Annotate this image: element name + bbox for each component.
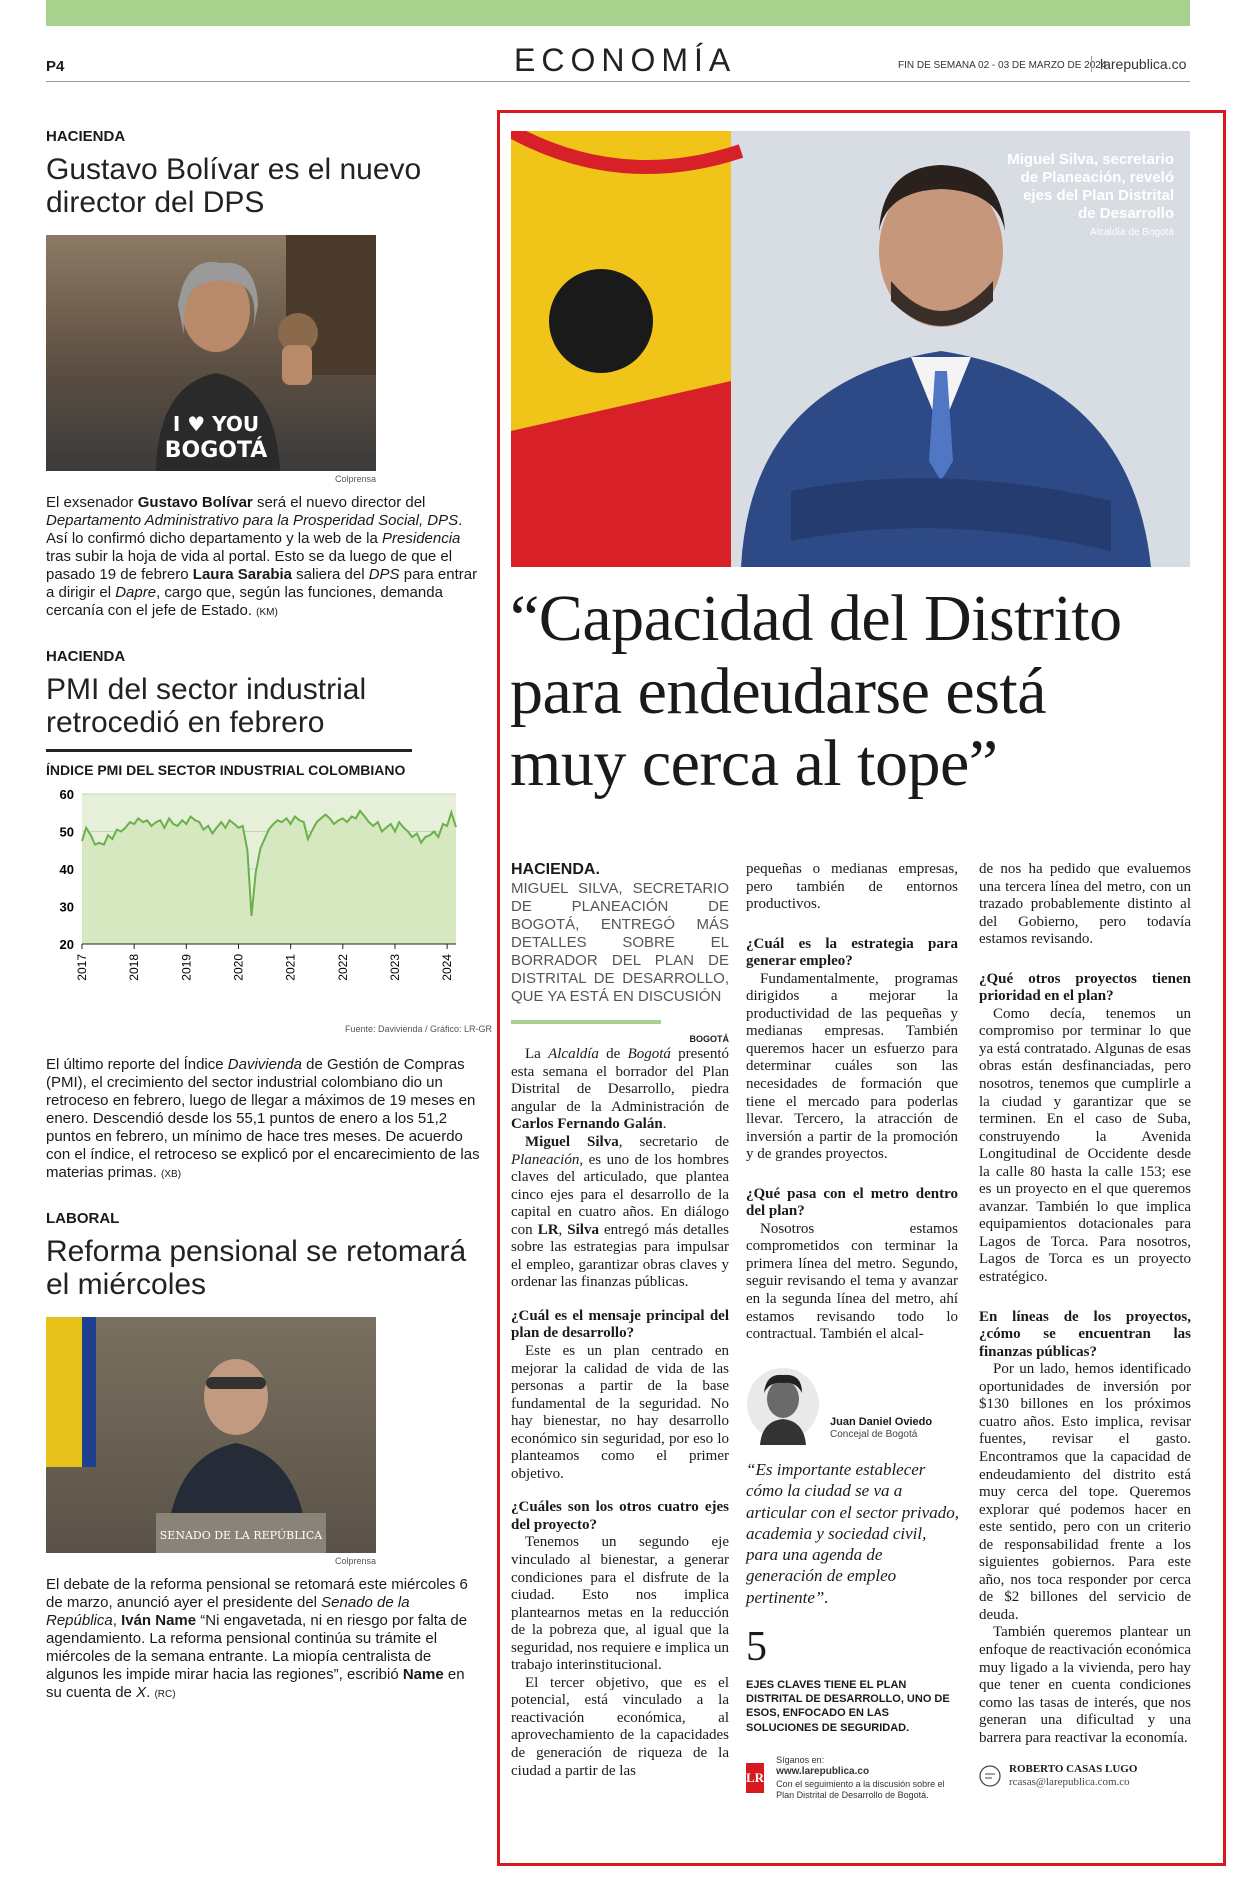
answer: También queremos plantear un enfoque de reactivación económica muy ligado a la vivienda, pero hay que tener en cuenta condiciones como las tasas de interés, que nos generan una dificultad y una barrera para reactivar la economía. — [979, 1624, 1191, 1746]
paragraph: La Alcaldía de Bogotá presentó esta semana el borrador del Plan Distrital de Desarrollo, piedra angular de la Administración de Carlos Fernando Galán. — [511, 1046, 729, 1133]
photo-senate — [46, 1317, 376, 1553]
feature-article — [497, 110, 1226, 1866]
edition-date: FIN DE SEMANA 02 - 03 DE MARZO DE 2024 — [898, 60, 1107, 71]
sidebar-quote: “Es importante establecer cómo la ciudad se va a articular con el sector privado, academia y sociedad civil, para una agenda de generación de empleo pertinente”. — [746, 1460, 959, 1607]
follow-text: Síganos en: www.larepublica.co Con el seguimiento a la discusión sobre el Plan Distrital de Desarrollo de Bogotá. — [776, 1755, 962, 1801]
answer: Este es un plan centrado en mejorar la calidad de vida de las personas a partir de la base fundamental de la seguridad. No hay bienestar, no hay desarrollo económico sin seguridad, por eso lo planteamos como el primer objetivo. — [511, 1342, 729, 1482]
x-tick-label: 2018 — [127, 954, 142, 981]
brief-body: El exsenador Gustavo Bolívar será el nuevo director del Departamento Administrativo para la Prosperidad Social, DPS. Así lo confirmó dicho departamento y la web de la Presidencia tras subir la hoja de vida al portal. Esto se da luego de que el pasado 19 de febrero Laura Sarabia saliera del DPS para entrar a dirigir el Dapre, cargo que, según las funciones, demanda cercanía con el jefe de Estado. (KM) — [46, 494, 478, 619]
podium-text: SENADO DE LA REPÚBLICA — [159, 1529, 323, 1542]
big-number: 5 — [746, 1623, 767, 1670]
quote-sidebar — [746, 1363, 962, 1801]
x-tick-label: 2023 — [387, 954, 402, 981]
paragraph: de nos ha pedido que evaluemos una tercera línea del metro, con un trazado probablemente distinto al del Gobierno, pero todavía estamos revisando. — [979, 861, 1191, 948]
chart-source: Fuente: Davivienda / Gráfico: LR-GR — [344, 1024, 492, 1034]
y-tick-label: 60 — [59, 787, 74, 802]
top-color-bar — [46, 0, 1190, 26]
x-tick-label: 2019 — [179, 954, 194, 981]
byline — [979, 1763, 1191, 1789]
kicker: LABORAL — [46, 1210, 120, 1227]
author-email[interactable]: rcasas@larepublica.com.co — [1009, 1776, 1130, 1789]
question: ¿Cuál es la estrategia para generar empleo? — [746, 935, 958, 970]
x-tick-label: 2021 — [283, 954, 298, 981]
comment-icon — [979, 1765, 1001, 1787]
article-column-2 — [746, 861, 958, 1344]
follow-site[interactable]: www.larepublica.co — [776, 1766, 870, 1778]
follow-box — [746, 1755, 962, 1801]
sidebar-role: Concejal de Bogotá — [830, 1429, 918, 1440]
bolivar-illustration — [46, 235, 376, 471]
sidebar-name: Juan Daniel Oviedo — [830, 1416, 933, 1429]
photo-caption: Miguel Silva, secretario de Planeación, reveló ejes del Plan Distrital de Desarrollo Alcaldía de Bogotá — [1004, 151, 1174, 239]
photo-bolivar — [46, 235, 376, 471]
kicker: HACIENDA — [46, 128, 126, 145]
x-tick-label: 2024 — [440, 954, 455, 981]
senate-illustration — [46, 1317, 376, 1553]
author-name: ROBERTO CASAS LUGO — [1009, 1763, 1138, 1776]
dateline-place: BOGOTÁ — [689, 1033, 729, 1044]
brief-title: Gustavo Bolívar es el nuevo director del DPS — [46, 153, 422, 219]
y-tick-label: 30 — [59, 899, 74, 915]
brief-body: El debate de la reforma pensional se retomará este miércoles 6 de marzo, anunció ayer el presidente del Senado de la República, Iván Name “Ni engavetada, ni en riesgo por falta de agendamiento. La reforma pensional continúa su trámite el miércoles de la semana entrante. La miopía centralista de algunos les impide mirar hacia las regiones”, escribió Name en su cuenta de X. (RC) — [46, 1576, 468, 1701]
answer: Como decía, tenemos un compromiso por terminar lo que ya está contratado. Algunas de esas obras están desfinanciadas, pero nosotros, tenemos que cumplirle a la ciudad y garantizar que se terminen. En el caso de Suba, construyendo la Avenida Longitudinal de Occidente desde la calle 80 hasta la calle 153; ese es un proyecto en el que queremos avanzar. También lo que implica equipamientos dotacionales para Lagos de Torca. Para nosotros, Lagos de Torca es un proyecto estratégico. — [979, 1005, 1191, 1286]
dek-rule — [511, 1020, 661, 1024]
paragraph: pequeñas o medianas empresas, pero también de entornos productivos. — [746, 861, 958, 913]
answer: Tenemos un segundo eje vinculado al bienestar, a generar condiciones para el disfrute de la ciudad. Esto nos implica plantearnos metas en la reducción de la pobreza que, al igual que la seguridad, nos requiere e implica un trabajo interinstitucional. — [511, 1534, 729, 1674]
shirt-text-2: BOGOTÁ — [164, 438, 268, 463]
pmi-chart — [46, 784, 492, 1024]
brief-body: El último reporte del Índice Davivienda de Gestión de Compras (PMI), el crecimiento del sector industrial colombiano dio un retroceso en febrero, luego de llegar a máximos de 19 meses en enero. Descendió desde los 55,1 puntos de enero a los 51,2 puntos en febrero, un mínimo de hace tres meses. De acuerdo con el índice, el retroceso se explicó por el encarecimiento de las materias primas. (XB) — [46, 1056, 480, 1181]
answer: Fundamentalmente, programas dirigidos a mejorar la productividad de las pequeñas y medianas empresas. También queremos hacer un esfuerzo para determinar cuáles son las necesidades de formación que tiene el mercado para poderlas llevar. Tercero, la atracción de inversión a partir de la promoción y de grandes proyectos. — [746, 970, 958, 1163]
dek: MIGUEL SILVA, SECRETARIO DE PLANEACIÓN DE BOGOTÁ, ENTREGÓ MÁS DETALLES SOBRE EL BORRADOR DEL PLAN DE DISTRITAL DE DESARROLLO, QUE YA ESTÁ EN DISCUSIÓN — [511, 879, 729, 1005]
photo-credit: Alcaldía de Bogotá — [1090, 227, 1174, 238]
x-tick-label: 2022 — [335, 954, 350, 981]
section-title: ECONOMÍA — [514, 42, 737, 78]
paragraph: Miguel Silva, secretario de Planeación, es uno de los hombres claves del articulado, que plantea cinco ejes para el desarrollo de la capital en cuatro años. En diálogo con LR, Silva entregó más detalles sobre las estrategias para impulsar el empleo, garantizar obras claves y ordenar las finanzas públicas. — [511, 1133, 730, 1291]
lr-logo: LR — [746, 1763, 764, 1793]
brief-pensional — [46, 1210, 482, 1702]
x-tick-label: 2020 — [231, 954, 246, 981]
briefs-column — [46, 96, 492, 1702]
kicker: HACIENDA — [46, 648, 126, 665]
article-column-1 — [511, 861, 729, 1780]
answer: Nosotros estamos comprometidos con terminar la primera línea del metro. Segundo, seguir revisando el tema y avanzar en la segunda línea del metro, ahí estamos revisando todo lo contractual. También el alcal- — [746, 1220, 958, 1343]
page-number: P4 — [46, 58, 65, 75]
question: ¿Cuáles son los otros cuatro ejes del proyecto? — [511, 1499, 729, 1533]
page-header — [46, 40, 1190, 82]
y-tick-label: 50 — [59, 824, 74, 840]
hero-photo — [511, 131, 1190, 567]
brief-bolivar — [46, 128, 482, 620]
headline: “Capacidad del Distrito para endeudarse está muy cerca al tope” — [510, 582, 1122, 801]
photo-credit: Colprensa — [334, 474, 376, 484]
brief-pmi — [46, 648, 492, 1182]
x-tick-label: 2017 — [75, 954, 89, 981]
shirt-text: I ♥ YOU — [172, 412, 260, 436]
y-tick-label: 40 — [59, 862, 74, 877]
number-caption: EJES CLAVES TIENE EL PLAN DISTRITAL DE DESARROLLO, UNO DE ESOS, ENFOCADO EN LAS SOLUCIONES DE SEGURIDAD. — [746, 1678, 950, 1734]
brief-title: Reforma pensional se retomará el miércoles — [46, 1235, 467, 1301]
brief-title: PMI del sector industrial retrocedió en febrero — [46, 673, 367, 739]
photo-credit: Colprensa — [334, 1556, 376, 1566]
site-url[interactable]: larepublica.co — [1091, 56, 1186, 72]
y-tick-label: 20 — [59, 937, 74, 952]
question: ¿Qué pasa con el metro dentro del plan? — [746, 1185, 958, 1220]
question: ¿Cuál es el mensaje principal del plan de desarrollo? — [511, 1307, 729, 1342]
answer: El tercer objetivo, que es el potencial, está vinculado a la reactivación económica, al aprovechamiento de la capacidades de generación de riqueza de la ciudad a partir de las — [511, 1674, 729, 1779]
question: ¿Qué otros proyectos tienen prioridad en el plan? — [979, 970, 1191, 1005]
question: En líneas de los proyectos, ¿cómo se encuentran las finanzas públicas? — [979, 1308, 1191, 1360]
answer: Por un lado, hemos identificado oportunidades de inversión por $130 billones en los próximos cuatro años. Esto implica, revisar fuentes, revisar el gasto. Encontramos que la capacidad de endeudamiento del distrito está muy cerca del tope. Queremos explorar qué podemos hacer en este sentido, pero con un criterio de responsabilidad frente a los siguientes gobiernos. Para este año, nos toca responder por cerca de $2 billones del servicio de deuda. — [979, 1361, 1191, 1623]
oviedo-avatar — [746, 1363, 820, 1445]
article-column-3 — [979, 861, 1191, 1790]
chart-title: ÍNDICE PMI DEL SECTOR INDUSTRIAL COLOMBIANO — [46, 749, 412, 778]
dek-kicker: HACIENDA. — [511, 861, 600, 878]
